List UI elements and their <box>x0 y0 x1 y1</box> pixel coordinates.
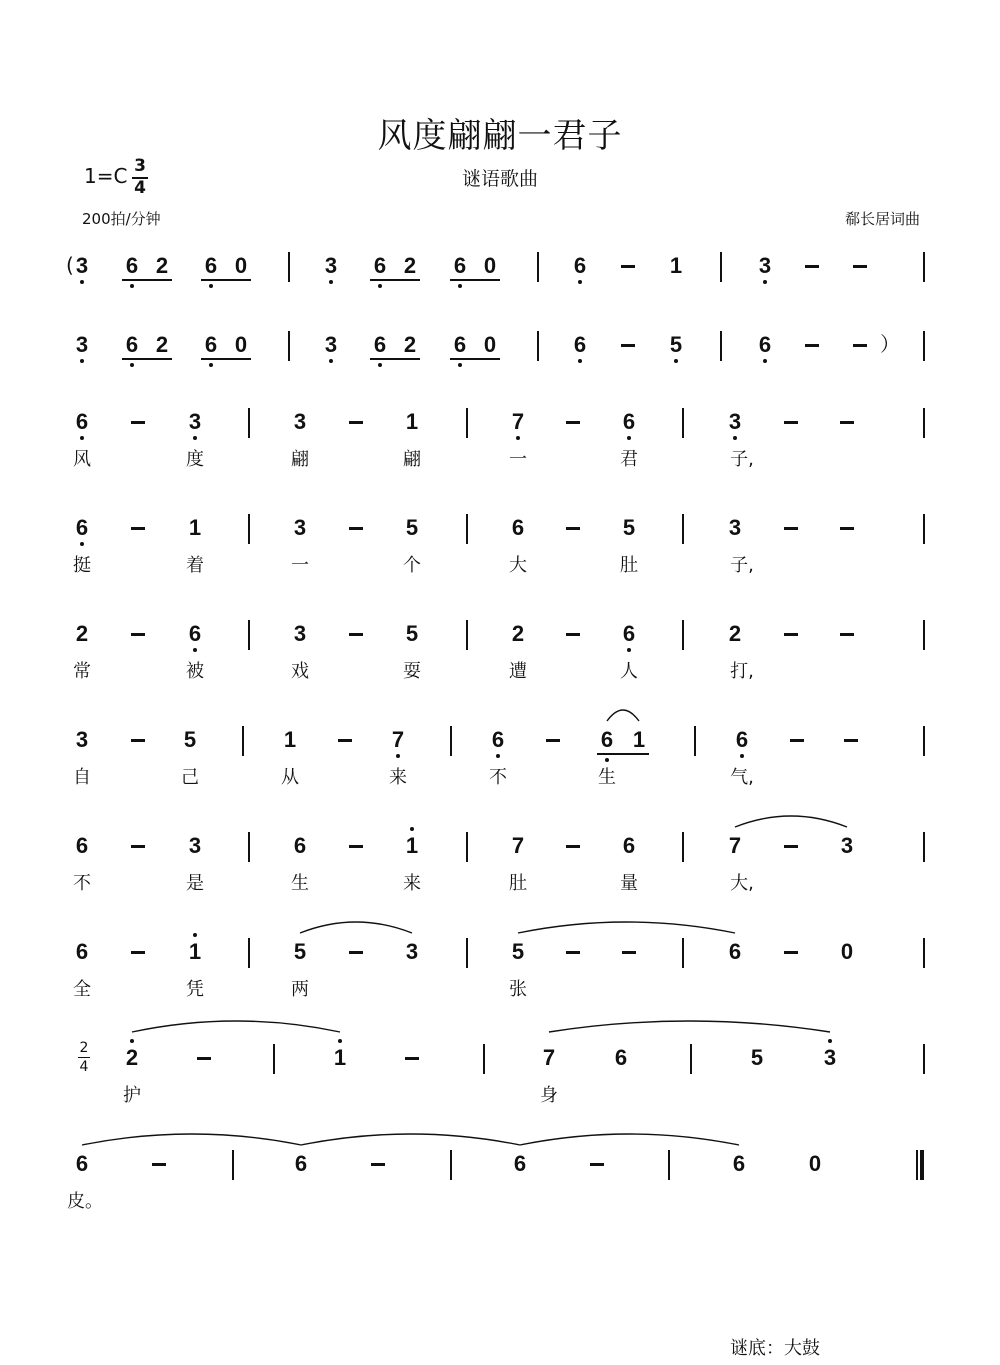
low-octave-dot <box>396 754 400 758</box>
note: 6 <box>453 253 467 278</box>
sustain-dash <box>790 739 804 742</box>
close-parenthesis: ） <box>880 332 900 356</box>
barline <box>537 252 539 282</box>
note: 1 <box>188 515 202 540</box>
barline <box>450 1150 452 1180</box>
high-octave-dot <box>130 1039 134 1043</box>
low-octave-dot <box>80 542 84 546</box>
low-octave-dot <box>193 436 197 440</box>
low-octave-dot <box>733 436 737 440</box>
barline <box>923 938 925 968</box>
note: 7 <box>511 833 525 858</box>
sustain-dash <box>622 951 636 954</box>
lyric-syllable: 大, <box>730 873 754 894</box>
credits: 郗长居词曲 <box>844 210 920 228</box>
sustain-dash <box>566 633 580 636</box>
eighth-note-underline <box>201 279 251 281</box>
low-octave-dot <box>130 284 134 288</box>
sustain-dash <box>131 845 145 848</box>
note: 3 <box>75 332 89 357</box>
sustain-dash <box>349 527 363 530</box>
lyric-syllable: 己 <box>181 767 199 788</box>
note: 3 <box>324 253 338 278</box>
note: 3 <box>324 332 338 357</box>
lyric-syllable: 来 <box>389 767 407 788</box>
tie-arc <box>549 1021 830 1032</box>
low-octave-dot <box>80 436 84 440</box>
eighth-note-underline <box>370 358 420 360</box>
note: 6 <box>293 833 307 858</box>
barline <box>242 726 244 756</box>
lyric-syllable: 被 <box>186 661 204 682</box>
lyric-syllable: 不 <box>73 873 91 894</box>
note: 6 <box>373 332 387 357</box>
note: 6 <box>622 833 636 858</box>
low-octave-dot <box>378 284 382 288</box>
lyric-syllable: 子, <box>730 449 754 470</box>
low-octave-dot <box>80 280 84 284</box>
tie-arc <box>735 816 847 827</box>
low-octave-dot <box>496 754 500 758</box>
barline <box>466 620 468 650</box>
eighth-note-underline <box>201 358 251 360</box>
eighth-note-underline <box>122 279 172 281</box>
note: 2 <box>403 253 417 278</box>
sustain-dash <box>840 527 854 530</box>
lyric-syllable: 挺 <box>73 555 91 576</box>
sustain-dash <box>844 739 858 742</box>
barline <box>720 331 722 361</box>
tie-arc <box>82 1134 301 1145</box>
note: 2 <box>125 1045 139 1070</box>
sustain-dash <box>349 633 363 636</box>
note: 5 <box>405 621 419 646</box>
low-octave-dot <box>378 363 382 367</box>
note: 3 <box>840 833 854 858</box>
barline <box>923 408 925 438</box>
note: 2 <box>155 332 169 357</box>
lyric-syllable: 生 <box>291 873 309 894</box>
sustain-dash <box>840 633 854 636</box>
lyric-syllable: 不 <box>489 767 507 788</box>
low-octave-dot <box>516 436 520 440</box>
sustain-dash <box>131 421 145 424</box>
note: 5 <box>750 1045 764 1070</box>
note: 5 <box>293 939 307 964</box>
barline <box>923 514 925 544</box>
note: 5 <box>183 727 197 752</box>
lyric-syllable: 常 <box>73 661 91 682</box>
barline <box>248 408 250 438</box>
final-barline-thin <box>916 1150 918 1180</box>
tie-arc <box>132 1021 340 1032</box>
note: 0 <box>483 253 497 278</box>
note: 6 <box>125 253 139 278</box>
lyric-syllable: 戏 <box>291 661 309 682</box>
note: 6 <box>373 253 387 278</box>
eighth-note-underline <box>450 358 500 360</box>
sustain-dash <box>349 951 363 954</box>
barline <box>694 726 696 756</box>
sustain-dash <box>338 739 352 742</box>
barline <box>923 331 925 361</box>
note: 1 <box>669 253 683 278</box>
lyric-syllable: 着 <box>186 555 204 576</box>
note: 2 <box>403 332 417 357</box>
note: 3 <box>75 727 89 752</box>
note: 0 <box>808 1151 822 1176</box>
note: 1 <box>405 409 419 434</box>
barline <box>483 1044 485 1074</box>
lyric-syllable: 翩 <box>403 449 421 470</box>
lyric-syllable: 翩 <box>291 449 309 470</box>
sustain-dash <box>853 344 867 347</box>
tie-arc <box>518 922 735 933</box>
sustain-dash <box>546 739 560 742</box>
note: 3 <box>758 253 772 278</box>
lyric-syllable: 一 <box>509 449 527 470</box>
sustain-dash <box>590 1163 604 1166</box>
lyric-syllable: 大 <box>509 555 527 576</box>
note: 3 <box>823 1045 837 1070</box>
eighth-note-underline <box>597 753 649 755</box>
lyric-syllable: 量 <box>620 873 638 894</box>
barline <box>682 620 684 650</box>
lyric-syllable: 两 <box>291 979 309 1000</box>
note: 3 <box>405 939 419 964</box>
low-octave-dot <box>627 436 631 440</box>
lyric-syllable: 风 <box>73 449 91 470</box>
lyric-syllable: 遭 <box>509 661 527 682</box>
note: 6 <box>573 253 587 278</box>
low-octave-dot <box>209 363 213 367</box>
high-octave-dot <box>338 1039 342 1043</box>
note: 5 <box>511 939 525 964</box>
barline <box>923 252 925 282</box>
note: 0 <box>234 332 248 357</box>
eighth-note-underline <box>370 279 420 281</box>
low-octave-dot <box>329 280 333 284</box>
note: 1 <box>405 833 419 858</box>
sustain-dash <box>349 421 363 424</box>
sustain-dash <box>840 421 854 424</box>
low-octave-dot <box>209 284 213 288</box>
barline <box>466 408 468 438</box>
sustain-dash <box>621 344 635 347</box>
note: 3 <box>188 409 202 434</box>
barline <box>720 252 722 282</box>
tie-arc <box>300 922 412 933</box>
barline <box>232 1150 234 1180</box>
note: 6 <box>728 939 742 964</box>
low-octave-dot <box>458 363 462 367</box>
lyric-syllable: 个 <box>403 555 421 576</box>
note: 2 <box>75 621 89 646</box>
sustain-dash <box>853 265 867 268</box>
barline <box>466 832 468 862</box>
note: 6 <box>573 332 587 357</box>
note: 2 <box>511 621 525 646</box>
sustain-dash <box>566 845 580 848</box>
note: 6 <box>188 621 202 646</box>
note: 6 <box>735 727 749 752</box>
low-octave-dot <box>130 363 134 367</box>
low-octave-dot <box>578 359 582 363</box>
barline <box>923 726 925 756</box>
barline <box>248 832 250 862</box>
barline <box>923 1044 925 1074</box>
barline <box>682 832 684 862</box>
time-change-bar <box>78 1057 90 1058</box>
note: 6 <box>622 621 636 646</box>
note: 6 <box>125 332 139 357</box>
low-octave-dot <box>193 648 197 652</box>
time-change-numerator: 2 <box>79 1040 89 1056</box>
key-signature: 1=C <box>84 164 128 188</box>
lyric-syllable: 自 <box>73 767 91 788</box>
tempo-marking: 200拍/分钟 <box>82 210 161 228</box>
low-octave-dot <box>80 359 84 363</box>
note: 6 <box>511 515 525 540</box>
sustain-dash <box>566 951 580 954</box>
note: 7 <box>511 409 525 434</box>
sustain-dash <box>197 1057 211 1060</box>
barline <box>682 938 684 968</box>
time-signature-denominator: 4 <box>134 178 146 198</box>
note: 1 <box>283 727 297 752</box>
note: 6 <box>75 515 89 540</box>
lyric-syllable: 打, <box>730 661 754 682</box>
lyric-syllable: 度 <box>186 449 204 470</box>
note: 7 <box>391 727 405 752</box>
barline <box>690 1044 692 1074</box>
low-octave-dot <box>329 359 333 363</box>
note: 3 <box>188 833 202 858</box>
barline <box>450 726 452 756</box>
lyric-syllable: 生 <box>598 767 616 788</box>
note: 6 <box>204 332 218 357</box>
low-octave-dot <box>627 648 631 652</box>
low-octave-dot <box>674 359 678 363</box>
note: 1 <box>333 1045 347 1070</box>
note: 0 <box>234 253 248 278</box>
note: 0 <box>840 939 854 964</box>
time-signature-numerator: 3 <box>134 156 146 176</box>
time-change-denominator: 4 <box>79 1059 89 1075</box>
note: 3 <box>728 409 742 434</box>
note: 6 <box>294 1151 308 1176</box>
tie-arc <box>520 1134 739 1145</box>
open-parenthesis: ( <box>66 253 74 277</box>
lyric-syllable: 一 <box>291 555 309 576</box>
note: 6 <box>758 332 772 357</box>
note: 7 <box>542 1045 556 1070</box>
eighth-note-underline <box>450 279 500 281</box>
song-subtitle: 谜语歌曲 <box>461 168 538 190</box>
lyric-syllable: 肚 <box>620 555 638 576</box>
barline <box>923 620 925 650</box>
barline <box>248 620 250 650</box>
note: 6 <box>453 332 467 357</box>
note: 3 <box>293 409 307 434</box>
note: 6 <box>600 727 614 752</box>
low-octave-dot <box>578 280 582 284</box>
barline <box>466 938 468 968</box>
note: 7 <box>728 833 742 858</box>
sustain-dash <box>152 1163 166 1166</box>
lyric-syllable: 气, <box>730 767 754 788</box>
lyric-syllable: 耍 <box>403 661 421 682</box>
low-octave-dot <box>458 284 462 288</box>
low-octave-dot <box>605 758 609 762</box>
barline <box>273 1044 275 1074</box>
note: 3 <box>293 515 307 540</box>
final-barline-thick <box>920 1150 924 1180</box>
tie-arc <box>301 1134 520 1145</box>
note: 6 <box>75 833 89 858</box>
sustain-dash <box>371 1163 385 1166</box>
riddle-answer: 谜底：大鼓 <box>730 1338 820 1359</box>
note: 3 <box>75 253 89 278</box>
sustain-dash <box>131 951 145 954</box>
note: 2 <box>728 621 742 646</box>
barline <box>288 252 290 282</box>
sustain-dash <box>621 265 635 268</box>
barline <box>537 331 539 361</box>
barline <box>923 832 925 862</box>
high-octave-dot <box>193 933 197 937</box>
sustain-dash <box>566 421 580 424</box>
note: 5 <box>669 332 683 357</box>
barline <box>668 1150 670 1180</box>
sustain-dash <box>784 527 798 530</box>
tie-arc <box>607 710 639 721</box>
sustain-dash <box>349 845 363 848</box>
lyric-syllable: 护 <box>123 1085 141 1106</box>
note: 6 <box>614 1045 628 1070</box>
sustain-dash <box>131 527 145 530</box>
note: 6 <box>622 409 636 434</box>
lyric-syllable: 从 <box>281 767 299 788</box>
song-title: 风度翩翩一君子 <box>377 116 623 156</box>
lyric-syllable: 皮。 <box>67 1191 103 1212</box>
note: 6 <box>491 727 505 752</box>
sustain-dash <box>566 527 580 530</box>
lyric-syllable: 肚 <box>509 873 527 894</box>
lyric-syllable: 身 <box>540 1085 558 1106</box>
note: 6 <box>732 1151 746 1176</box>
low-octave-dot <box>763 280 767 284</box>
note: 6 <box>75 939 89 964</box>
eighth-note-underline <box>122 358 172 360</box>
high-octave-dot <box>828 1039 832 1043</box>
note: 3 <box>293 621 307 646</box>
note: 3 <box>728 515 742 540</box>
lyric-syllable: 是 <box>186 873 204 894</box>
sustain-dash <box>805 265 819 268</box>
sustain-dash <box>784 951 798 954</box>
note: 2 <box>155 253 169 278</box>
lyric-syllable: 全 <box>73 979 91 1000</box>
low-octave-dot <box>740 754 744 758</box>
sustain-dash <box>131 633 145 636</box>
sustain-dash <box>131 739 145 742</box>
lyric-syllable: 君 <box>620 449 638 470</box>
barline <box>466 514 468 544</box>
lyric-syllable: 子, <box>730 555 754 576</box>
note: 6 <box>204 253 218 278</box>
note: 6 <box>75 1151 89 1176</box>
sustain-dash <box>784 421 798 424</box>
high-octave-dot <box>410 827 414 831</box>
note: 5 <box>405 515 419 540</box>
note: 0 <box>483 332 497 357</box>
lyric-syllable: 张 <box>509 979 527 1000</box>
barline <box>682 514 684 544</box>
barline <box>248 514 250 544</box>
note: 1 <box>632 727 646 752</box>
sustain-dash <box>784 845 798 848</box>
low-octave-dot <box>763 359 767 363</box>
note: 5 <box>622 515 636 540</box>
sustain-dash <box>805 344 819 347</box>
lyric-syllable: 人 <box>620 661 638 682</box>
sustain-dash <box>405 1057 419 1060</box>
lyric-syllable: 来 <box>403 873 421 894</box>
barline <box>682 408 684 438</box>
note: 1 <box>188 939 202 964</box>
sustain-dash <box>784 633 798 636</box>
barline <box>288 331 290 361</box>
lyric-syllable: 凭 <box>186 979 204 1000</box>
note: 6 <box>513 1151 527 1176</box>
note: 6 <box>75 409 89 434</box>
barline <box>248 938 250 968</box>
